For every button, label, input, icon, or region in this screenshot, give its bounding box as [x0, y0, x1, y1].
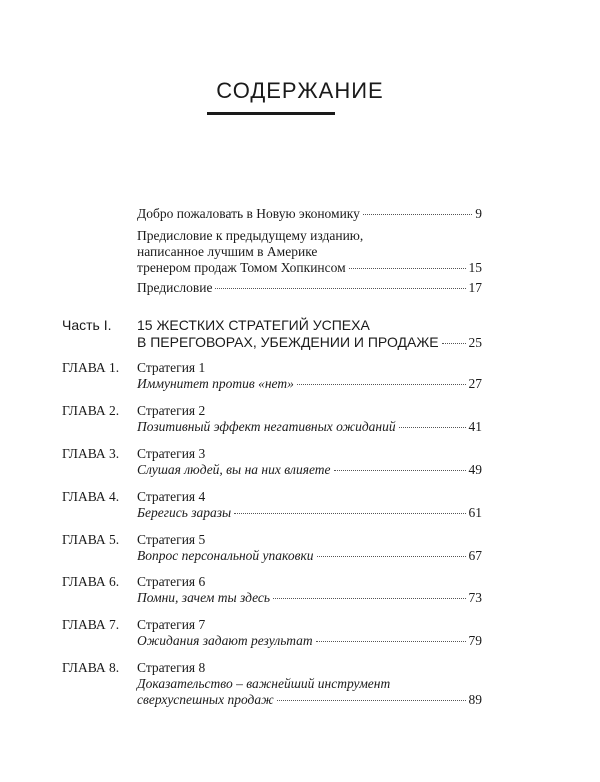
- strategy-title: Стратегия 1: [137, 360, 206, 375]
- chapter-label: ГЛАВА 1.: [62, 360, 120, 375]
- chapter-label: ГЛАВА 8.: [62, 660, 120, 675]
- entry-title-line: написанное лучшим в Америке: [137, 244, 318, 259]
- dot-leader: [399, 427, 466, 428]
- part-title-line: 15 ЖЕСТКИХ СТРАТЕГИЙ УСПЕХА: [137, 317, 370, 333]
- toc-entry-foreword-previous-edition[interactable]: [137, 228, 482, 276]
- toc-entry-chapter-1[interactable]: [137, 360, 482, 392]
- chapter-label: ГЛАВА 6.: [62, 574, 120, 589]
- strategy-title: Стратегия 5: [137, 532, 206, 547]
- page-number: 73: [468, 590, 482, 605]
- page-number: 15: [468, 260, 482, 275]
- page-number: 17: [468, 280, 482, 295]
- strategy-title: Стратегия 6: [137, 574, 206, 589]
- toc-entry-chapter-4[interactable]: [137, 489, 482, 521]
- strategy-title: Стратегия 8: [137, 660, 206, 675]
- dot-leader: [442, 343, 466, 344]
- chapter-label: ГЛАВА 4.: [62, 489, 120, 504]
- chapter-subtitle: Ожидания задают результат: [137, 633, 313, 648]
- toc-entry-welcome[interactable]: [137, 206, 482, 222]
- chapter-label: ГЛАВА 7.: [62, 617, 120, 632]
- page-title: СОДЕРЖАНИЕ: [216, 78, 384, 103]
- page-number: 89: [468, 692, 482, 707]
- dot-leader: [234, 513, 465, 514]
- part-title-line: В ПЕРЕГОВОРАХ, УБЕЖДЕНИИ И ПРОДАЖЕ: [137, 334, 439, 350]
- entry-title-line: Предисловие к предыдущему изданию,: [137, 228, 364, 243]
- dot-leader: [316, 641, 466, 642]
- page-number: 61: [468, 505, 482, 520]
- dot-leader: [317, 556, 466, 557]
- page-number: 9: [475, 206, 482, 221]
- entry-title-line: тренером продаж Томом Хопкинсом: [137, 260, 346, 275]
- dot-leader: [277, 700, 466, 701]
- chapter-subtitle: Помни, зачем ты здесь: [137, 590, 271, 605]
- strategy-title: Стратегия 3: [137, 446, 206, 461]
- dot-leader: [215, 288, 465, 289]
- toc-entry-chapter-5[interactable]: [137, 532, 482, 564]
- toc-entry-chapter-8[interactable]: [137, 660, 482, 708]
- dot-leader: [297, 384, 466, 385]
- dot-leader: [363, 214, 472, 215]
- toc-entry-chapter-7[interactable]: [137, 617, 482, 649]
- entry-title: Добро пожаловать в Новую экономику: [137, 206, 360, 221]
- dot-leader: [334, 470, 466, 471]
- chapter-subtitle: Слушая людей, вы на них влияете: [137, 462, 331, 477]
- toc-entry-foreword[interactable]: [137, 280, 482, 296]
- chapter-label: ГЛАВА 2.: [62, 403, 120, 418]
- page-number: 49: [468, 462, 482, 477]
- title-underline: [207, 112, 335, 115]
- page-number: 67: [468, 548, 482, 563]
- strategy-title: Стратегия 4: [137, 489, 206, 504]
- strategy-title: Стратегия 2: [137, 403, 206, 418]
- toc-entry-chapter-2[interactable]: [137, 403, 482, 435]
- chapter-subtitle: Позитивный эффект негативных ожиданий: [137, 419, 396, 434]
- page-number: 25: [468, 335, 482, 350]
- chapter-subtitle: Доказательство – важнейший инструмент: [137, 676, 391, 691]
- toc-entry-part-1[interactable]: [137, 317, 482, 351]
- chapter-label: ГЛАВА 3.: [62, 446, 120, 461]
- chapter-subtitle: сверхуспешных продаж: [137, 692, 274, 707]
- strategy-title: Стратегия 7: [137, 617, 206, 632]
- chapter-label: ГЛАВА 5.: [62, 532, 120, 547]
- chapter-subtitle: Иммунитет против «нет»: [137, 376, 294, 391]
- part-label: Часть I.: [62, 317, 112, 333]
- page-number: 79: [468, 633, 482, 648]
- dot-leader: [349, 268, 466, 269]
- toc-entry-chapter-6[interactable]: [137, 574, 482, 606]
- entry-title: Предисловие: [137, 280, 213, 295]
- chapter-subtitle: Берегись заразы: [137, 505, 232, 520]
- chapter-subtitle: Вопрос персональной упаковки: [137, 548, 314, 563]
- toc-entry-chapter-3[interactable]: [137, 446, 482, 478]
- page-number: 41: [468, 419, 482, 434]
- dot-leader: [273, 598, 465, 599]
- page-number: 27: [468, 376, 482, 391]
